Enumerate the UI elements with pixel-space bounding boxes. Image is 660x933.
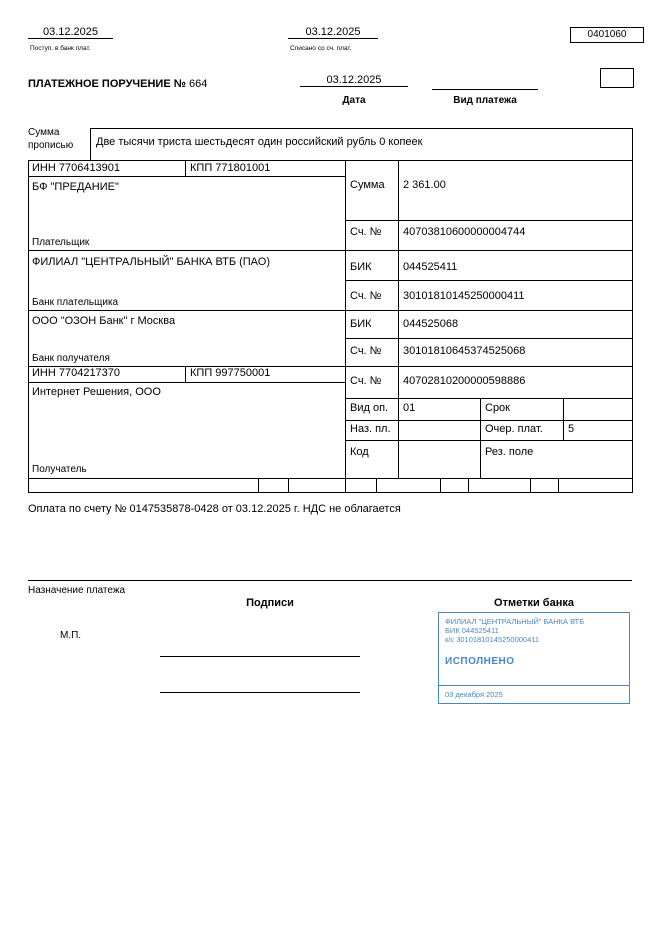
line <box>90 128 91 160</box>
line <box>185 366 186 382</box>
line <box>376 478 377 492</box>
document-number: 664 <box>189 78 208 90</box>
term-label: Срок <box>485 402 510 414</box>
stamp-status: ИСПОЛНЕНО <box>445 656 515 667</box>
line <box>28 492 633 493</box>
priority-value: 5 <box>568 423 575 435</box>
beneficiary-bank-bik-label: БИК <box>350 318 372 330</box>
payment-purpose-label: Назначение платежа <box>28 585 126 596</box>
op-type-label: Вид оп. <box>350 402 389 414</box>
document-title: ПЛАТЕЖНОЕ ПОРУЧЕНИЕ № <box>28 78 186 90</box>
beneficiary-bank-account-label: Сч. № <box>350 345 382 357</box>
op-type-value: 01 <box>403 402 416 414</box>
payer-bank-bik-label: БИК <box>350 261 372 273</box>
beneficiary-bank-name: ООО "ОЗОН Банк" г Москва <box>32 315 176 327</box>
received-in-bank-date: 03.12.2025 <box>28 26 113 39</box>
line <box>558 478 559 492</box>
beneficiary-bank-account: 30101810645374525068 <box>403 345 526 357</box>
line <box>28 310 632 311</box>
payment-type-label: Вид платежа <box>453 95 517 106</box>
payer-bank-account-label: Сч. № <box>350 290 382 302</box>
payer-inn: ИНН 7706413901 <box>32 162 121 174</box>
line <box>258 478 259 492</box>
line <box>288 478 289 492</box>
line <box>480 398 481 478</box>
code-label: Код <box>350 446 369 458</box>
beneficiary-inn: ИНН 7704217370 <box>32 367 121 379</box>
beneficiary-account: 40702810200000598886 <box>403 375 526 387</box>
payment-type-underline <box>432 89 538 90</box>
line <box>28 160 29 492</box>
line <box>345 440 632 441</box>
stamp-bank-name: ФИЛИАЛ "ЦЕНТРАЛЬНЫЙ" БАНКА ВТБ <box>445 617 585 626</box>
signatures-label: Подписи <box>246 597 294 609</box>
amount-words-label-2: прописью <box>28 140 74 151</box>
line <box>345 220 632 221</box>
beneficiary-name: Интернет Решения, ООО <box>32 386 161 398</box>
document-date: 03.12.2025 <box>300 74 408 87</box>
beneficiary-account-label: Сч. № <box>350 375 382 387</box>
received-in-bank-label: Поступ. в банк плат. <box>30 45 91 52</box>
payer-bank-account: 30101810145250000411 <box>403 290 525 302</box>
pay-basis-label: Наз. пл. <box>350 423 391 435</box>
line <box>440 478 441 492</box>
stamp-date: 03 декабря 2025 <box>445 690 503 699</box>
amount-words-label-1: Сумма <box>28 127 60 138</box>
payer-bank-bik: 044525411 <box>403 261 458 273</box>
form-code-box: 0401060 <box>570 27 644 43</box>
line <box>90 128 632 129</box>
line <box>28 580 632 581</box>
priority-label: Очер. плат. <box>485 423 543 435</box>
stamp-corr-account: к/с 30101810145250000411 <box>445 635 540 644</box>
debited-from-account-date: 03.12.2025 <box>288 26 378 39</box>
payer-kpp: КПП 771801001 <box>190 162 271 174</box>
payment-purpose-text: Оплата по счету № 0147535878-0428 от 03.12.2025 г. НДС не облагается <box>28 503 401 515</box>
line <box>345 160 346 492</box>
line <box>398 160 399 478</box>
payer-name: БФ "ПРЕДАНИЕ" <box>32 181 119 193</box>
beneficiary-label: Получатель <box>32 464 87 475</box>
sum-value: 2 361.00 <box>403 179 446 191</box>
line <box>28 478 632 479</box>
beneficiary-bank-bik: 044525068 <box>403 318 459 330</box>
line <box>28 382 345 383</box>
beneficiary-bank-label: Банк получателя <box>32 353 110 364</box>
line <box>185 160 186 176</box>
debited-from-account-label: Списано со сч. плат. <box>290 45 352 52</box>
title-row <box>28 78 207 91</box>
line <box>530 478 531 492</box>
line <box>28 160 632 161</box>
payer-label: Плательщик <box>32 237 90 248</box>
payer-account: 40703810600000004744 <box>403 226 526 238</box>
beneficiary-kpp: КПП 997750001 <box>190 367 271 379</box>
amount-in-words: Две тысячи триста шестьдесят один российский рубль 0 копеек <box>96 136 423 148</box>
sum-label: Сумма <box>350 179 385 191</box>
payer-bank-name: ФИЛИАЛ "ЦЕНТРАЛЬНЫЙ" БАНКА ВТБ (ПАО) <box>32 256 270 268</box>
signature-line <box>160 656 360 657</box>
signature-line <box>160 692 360 693</box>
stamp-place-label: М.П. <box>60 630 82 641</box>
line <box>468 478 469 492</box>
line <box>345 338 632 339</box>
line <box>632 128 633 492</box>
document-date-label: Дата <box>342 95 366 106</box>
line <box>345 398 632 399</box>
bank-stamp <box>438 612 630 704</box>
line <box>28 250 632 251</box>
line <box>345 420 632 421</box>
line <box>345 280 632 281</box>
line <box>28 176 345 177</box>
payer-bank-label: Банк плательщика <box>32 297 119 308</box>
reserve-field-label: Рез. поле <box>485 446 534 458</box>
stamp-bik: БИК 044525411 <box>445 626 499 635</box>
payer-account-label: Сч. № <box>350 226 382 238</box>
bank-marks-label: Отметки банка <box>494 597 574 609</box>
stamp-divider-line <box>439 685 629 686</box>
status-code-box <box>600 68 634 88</box>
line <box>563 398 564 440</box>
